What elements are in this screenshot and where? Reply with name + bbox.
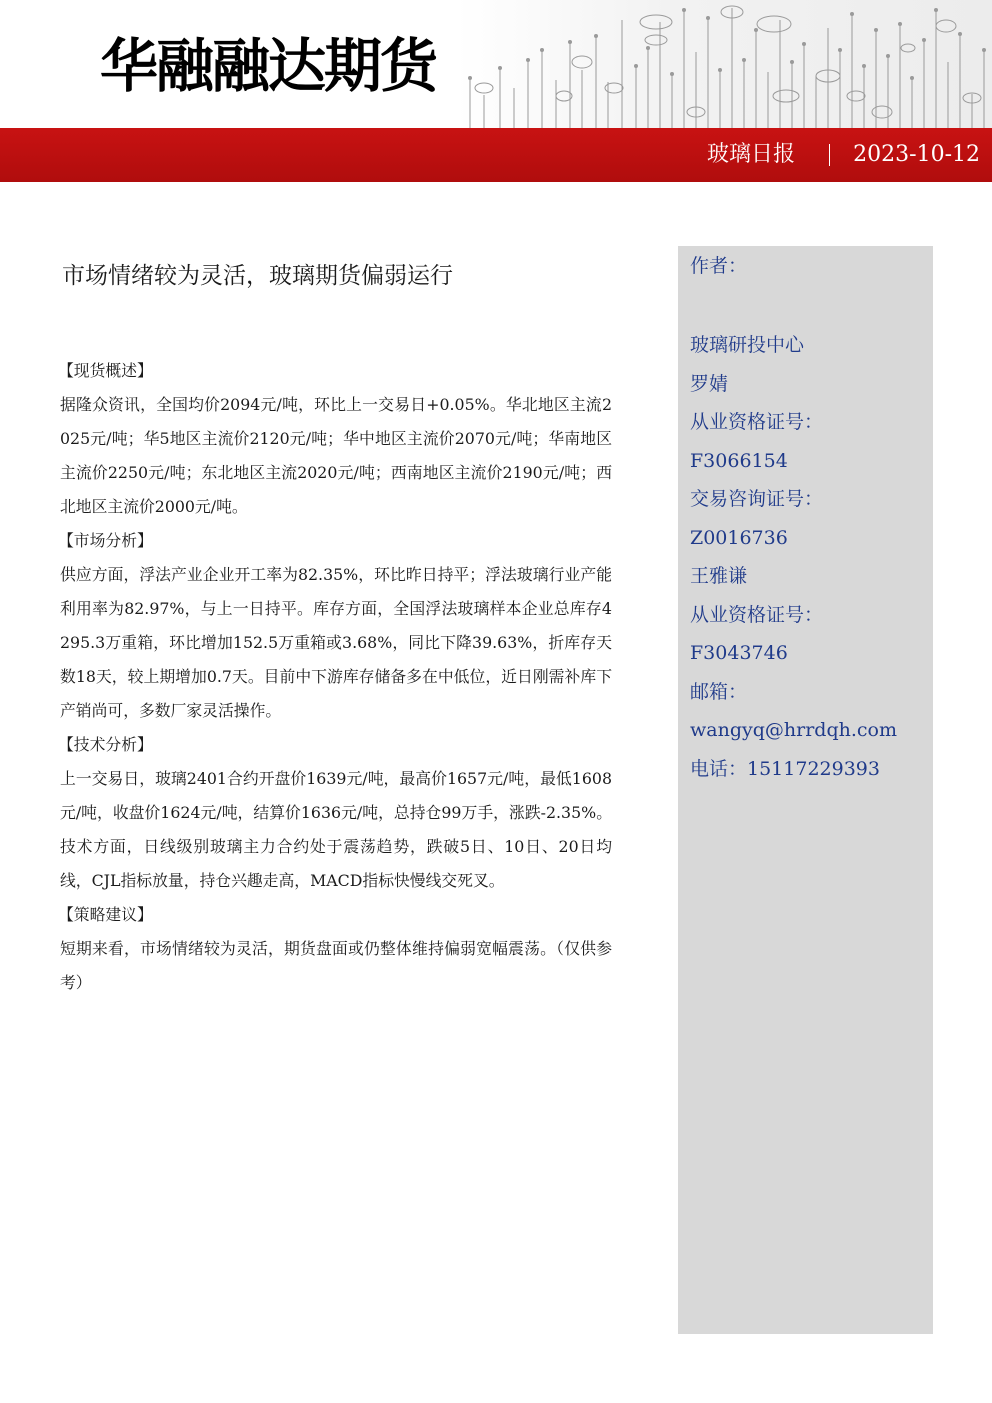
section-heading-market-analysis: 【市场分析】: [58, 531, 153, 550]
author-info-list: [690, 326, 930, 788]
section-body-market-analysis: 供应方面，浮法产业企业开工率为82.35%，环比昨日持平；浮法玻璃行业产能利用率为82.97%，与上一日持平。库存方面，全国浮法玻璃样本企业总库存4295.3万重箱，环比增加152.5万重箱或3.68%，同比下降39.63%，折库存天数18天，较上期增加0.7天。目前中下游库存储备多在中低位，近日刚需补库下产销尚可，多数厂家灵活操作。: [60, 565, 612, 720]
author-label: 作者：: [690, 255, 748, 277]
header-decoration: [456, 0, 992, 128]
consulting-label-1: 交易咨询证号：: [690, 488, 824, 510]
email-address: wangyq@hrrdqh.com: [690, 719, 897, 741]
header-separator: [829, 144, 830, 166]
author-name-2: 王雅谦: [690, 565, 748, 587]
header-red-bar: [0, 128, 992, 182]
report-header: [0, 0, 992, 182]
section-body-technical-analysis: 上一交易日，玻璃2401合约开盘价1639元/吨，最高价1657元/吨，最低1608元/吨，收盘价1624元/吨，结算价1636元/吨，总持仓99万手，涨跌-2.35%。技术方面，日线级别玻璃主力合约处于震荡趋势，跌破5日、10日、20日均线，CJL指标放量，持仓兴趣走高，MACD指标快慢线交死叉。: [60, 769, 612, 890]
qualification-number-1: F3066154: [690, 449, 788, 472]
section-heading-strategy: 【策略建议】: [58, 905, 153, 924]
company-logo: 华融融达期货: [100, 32, 437, 100]
qualification-number-2: F3043746: [690, 642, 788, 664]
author-department: 玻璃研投中心: [690, 334, 805, 356]
email-label: 邮箱：: [690, 680, 748, 703]
section-body-strategy: 短期来看，市场情绪较为灵活，期货盘面或仍整体维持偏弱宽幅震荡。（仅供参考）: [60, 939, 612, 992]
section-heading-technical-analysis: 【技术分析】: [58, 735, 153, 754]
section-body-spot-overview: 据隆众资讯，全国均价2094元/吨，环比上一交易日+0.05%。华北地区主流2025元/吨；华5地区主流价2120元/吨；华中地区主流价2070元/吨；华南地区主流价2250元/吨；东北地区主流2020元/吨；西南地区主流价2190元/吨；西北地区主流价2000元/吨。: [60, 395, 612, 516]
article-body: [60, 354, 612, 1000]
phone-number: 电话：15117229393: [690, 757, 880, 780]
section-heading-spot-overview: 【现货概述】: [58, 361, 153, 380]
author-sidebar: [678, 246, 933, 1334]
consulting-number-1: Z0016736: [690, 526, 788, 549]
qualification-label-2: 从业资格证号：: [690, 603, 824, 626]
author-name-1: 罗婧: [690, 372, 729, 395]
article-title: 市场情绪较为灵活，玻璃期货偏弱运行: [62, 263, 453, 289]
report-type: 玻璃日报: [706, 142, 795, 167]
report-date: 2023-10-12: [853, 142, 980, 167]
qualification-label-1: 从业资格证号：: [690, 411, 824, 433]
decorative-circles-graphic: [456, 0, 992, 128]
